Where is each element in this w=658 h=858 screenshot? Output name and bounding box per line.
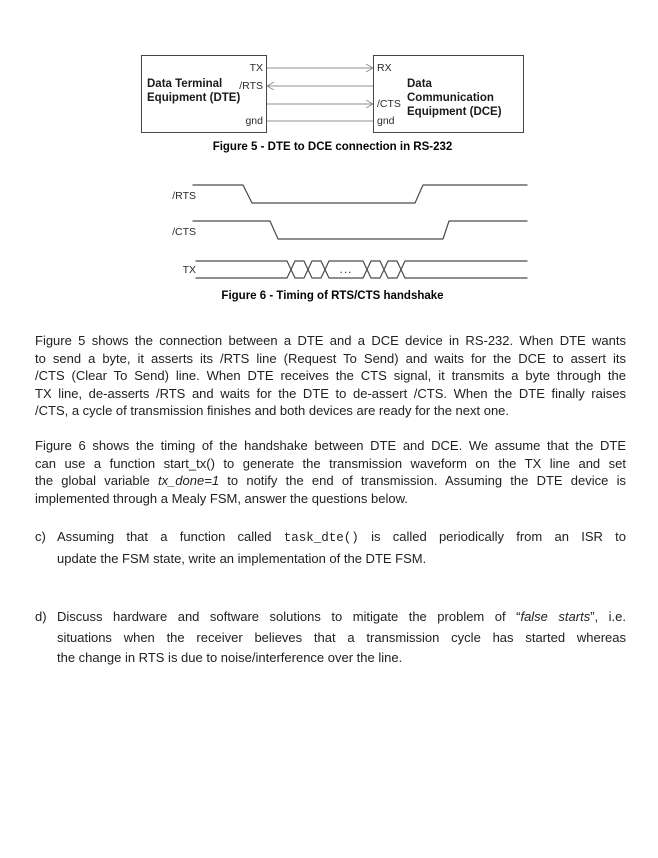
text-line: the change in RTS is due to noise/interference over the line. bbox=[57, 650, 403, 665]
question-c-label: c) bbox=[35, 529, 46, 544]
question-d bbox=[35, 607, 626, 669]
question-c bbox=[35, 527, 626, 569]
text-line: /CTS, a cycle of transmission finishes and both devices are ready for the next one. bbox=[35, 403, 510, 419]
text-line: Discuss hardware and software solutions to mitigate the problem of “false starts”, i.e. bbox=[57, 609, 626, 624]
pin-label-rts: /RTS bbox=[239, 80, 263, 92]
signal-label-tx: TX bbox=[182, 264, 196, 276]
signal-label-rts: /RTS bbox=[172, 190, 196, 202]
dce-title: Data Communication Equipment (DCE) bbox=[407, 78, 502, 118]
fig5-connection-lines bbox=[267, 64, 373, 121]
question-c-text bbox=[57, 527, 626, 569]
text-line: implemented through a Mealy FSM, answer the questions below. bbox=[35, 490, 408, 506]
pin-label-tx: TX bbox=[249, 62, 263, 74]
paragraph-figure6-description bbox=[35, 437, 626, 507]
dte-title: Data Terminal Equipment (DTE) bbox=[147, 78, 241, 104]
pin-label-rx: RX bbox=[377, 62, 392, 74]
pin-label-gnd-right: gnd bbox=[377, 115, 395, 127]
figure5-caption: Figure 5 - DTE to DCE connection in RS-232 bbox=[212, 141, 453, 153]
text-line: Figure 6 shows the timing of the handshake between DTE and DCE. We assume that the DTE bbox=[35, 438, 626, 453]
signal-label-cts: /CTS bbox=[172, 226, 196, 238]
text-line: to send a byte, it asserts its /RTS line (Request To Send) and waits for the DCE to assert its bbox=[35, 350, 626, 366]
tx-bus-ellipsis: ... bbox=[339, 262, 353, 276]
text-line: update the FSM state, write an implementation of the DTE FSM. bbox=[57, 550, 427, 566]
text-line: /CTS (Clear To Send) line. When DTE receives the CTS signal, it transmits a byte through the bbox=[35, 368, 626, 384]
pin-label-cts: /CTS bbox=[377, 98, 401, 110]
question-d-text bbox=[57, 607, 626, 669]
text-line: Figure 5 shows the connection between a DTE and a DCE device in RS-232. When DTE wants bbox=[35, 333, 626, 348]
figure6-caption: Figure 6 - Timing of RTS/CTS handshake bbox=[221, 290, 444, 302]
text-line: the global variable tx_done=1 to notify the end of transmission. Assuming the DTE device is bbox=[35, 473, 626, 489]
paragraph-figure5-description bbox=[35, 332, 626, 420]
text-line: TX line, de-asserts /RTS and waits for the DTE to de-assert /CTS. When the DTE finally raises bbox=[35, 385, 626, 401]
text-line: situations when the receiver believes that a transmission cycle has started whereas bbox=[57, 629, 626, 645]
text-line: Assuming that a function called task_dte() is called periodically from an ISR to bbox=[57, 529, 626, 545]
pin-label-gnd-left: gnd bbox=[245, 115, 263, 127]
question-d-label: d) bbox=[35, 609, 47, 624]
text-line: can use a function start_tx() to generate the transmission waveform on the TX line and set bbox=[35, 455, 626, 471]
